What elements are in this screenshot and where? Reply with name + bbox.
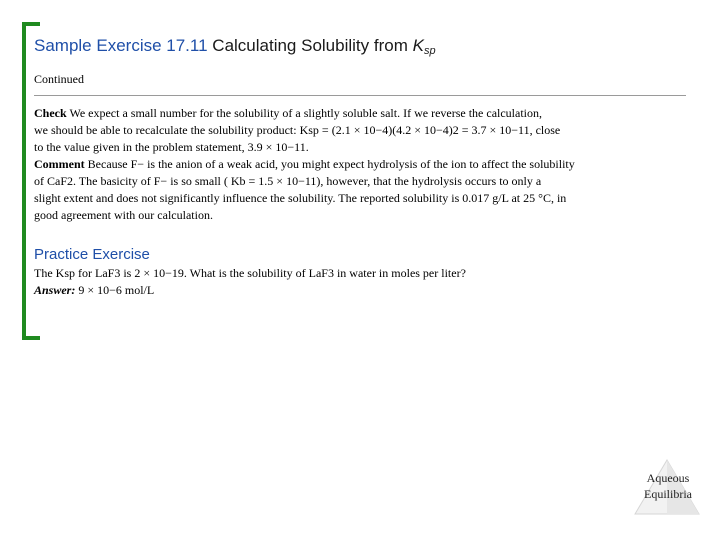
title-ksp: K — [412, 36, 424, 55]
practice-answer — [34, 282, 674, 299]
check-label: Check — [34, 106, 67, 120]
comment-paragraph — [34, 156, 674, 173]
answer-value: 9 × 10−6 mol/L — [75, 283, 155, 297]
practice-body — [34, 265, 674, 299]
slide-title — [34, 36, 436, 57]
footer-line-2: Equilibria — [644, 487, 692, 501]
comment-line-2: of CaF2. The basicity of F− is so small ( Kb = 1.5 × 10−11), however, that the hydrolysis occurs to only a — [34, 174, 542, 188]
continued-label: Continued — [34, 72, 84, 86]
title-text: Calculating Solubility from — [207, 36, 413, 55]
comment-line-4: good agreement with our calculation. — [34, 208, 213, 222]
exercise-number: Sample Exercise 17.11 — [34, 36, 208, 55]
comment-line-3: slight extent and does not significantly influence the solubility. The reported solubility is 0.017 g/L at 25 °C, in — [34, 191, 567, 205]
check-line-2: we should be able to recalculate the solubility product: Ksp = (2.1 × 10−4)(4.2 × 10−4)2 = 3.7 × 10−11, close — [34, 123, 561, 137]
comment-label: Comment — [34, 157, 85, 171]
practice-question: The Ksp for LaF3 is 2 × 10−19. What is the solubility of LaF3 in water in moles per liter? — [34, 266, 466, 280]
footer-line-1: Aqueous — [646, 471, 690, 485]
comment-line-1: Because F− is the anion of a weak acid, you might expect hydrolysis of the ion to affect the solubility — [84, 157, 575, 171]
footer-label — [633, 470, 703, 502]
solution-body — [34, 105, 674, 224]
answer-label: Answer: — [34, 283, 76, 297]
practice-heading: Practice Exercise — [34, 246, 150, 263]
check-paragraph — [34, 105, 674, 122]
check-line-3: to the value given in the problem statement, 3.9 × 10−11. — [34, 140, 309, 154]
title-ksp-subscript: sp — [423, 45, 436, 57]
divider-line — [34, 95, 686, 96]
check-line-1: We expect a small number for the solubility of a slightly soluble salt. If we reverse the calculation, — [66, 106, 543, 120]
